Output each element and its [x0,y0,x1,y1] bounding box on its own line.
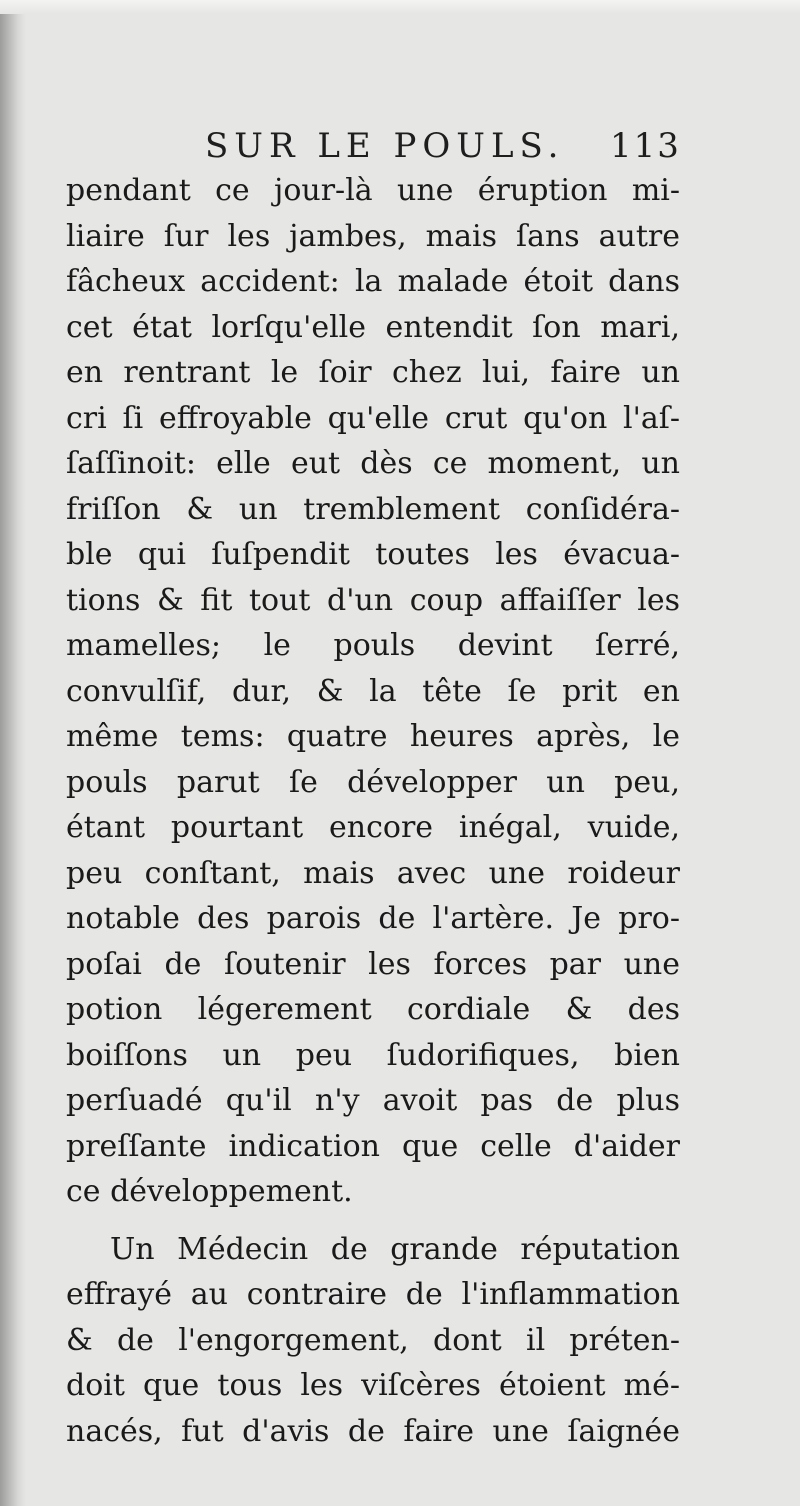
text-line: ce développement. [66,1174,353,1209]
text-line: fâcheux accident: la malade étoit dans [66,264,680,299]
paragraph-gap [66,1215,680,1227]
text-line: doit que tous les viſcères étoient mé- [66,1368,680,1403]
text-line: nacés, fut d'avis de faire une ſaignée [66,1413,680,1449]
text-line: convulſif, dur, & la tête ſe prit en [66,673,680,709]
text-line: ſaſſinoit: elle eut dès ce moment, un [66,446,680,481]
text-line: cri ſi effroyable qu'elle crut qu'on l'aſ- [66,400,680,436]
text-line: ble qui ſuſpendit toutes les évacua- [66,537,680,572]
text-line: pendant ce jour-là une éruption mi- [66,173,680,208]
text-line: Un Médecin de grande réputation [110,1231,680,1267]
text-line: effrayé au contraire de l'inflammation [66,1277,680,1312]
text-line: preſſante indication que celle d'aider [66,1128,680,1164]
text-line: potion légerement cordiale & des [66,992,680,1027]
text-line: boiſſons un peu ſudorifiques, bien [66,1037,680,1073]
text-line: mamelles; le pouls devint ſerré, [66,628,680,663]
page-number: 113 [610,126,681,166]
text-line: cet état lorſqu'elle entendit ſon mari, [66,309,680,345]
text-line: étant pourtant encore inégal, vuide, [66,810,680,845]
text-line: perſuadé qu'il n'y avoit pas de plus [66,1083,680,1118]
text-line: notable des parois de l'artère. Je pro- [66,901,680,936]
text-line: tions & fit tout d'un coup affaiſſer les [66,582,680,618]
text-line: & de l'engorgement, dont il préten- [66,1322,680,1358]
text-line: poſai de ſoutenir les forces par une [66,946,680,982]
text-line: pouls parut ſe développer un peu, [66,764,680,800]
text-line: en rentrant le ſoir chez lui, faire un [66,355,680,390]
text-line: même tems: quatre heures après, le [66,719,680,754]
running-title: SUR LE POULS. [205,126,565,166]
body-text [66,168,680,1454]
text-line: peu conſtant, mais avec une roideur [66,855,680,891]
text-line: friſſon & un tremblement conſidéra- [66,491,680,527]
page-top-edge [0,0,800,14]
text-line: liaire ſur les jambes, mais ſans autre [66,218,680,254]
binding-shadow [0,0,26,1506]
